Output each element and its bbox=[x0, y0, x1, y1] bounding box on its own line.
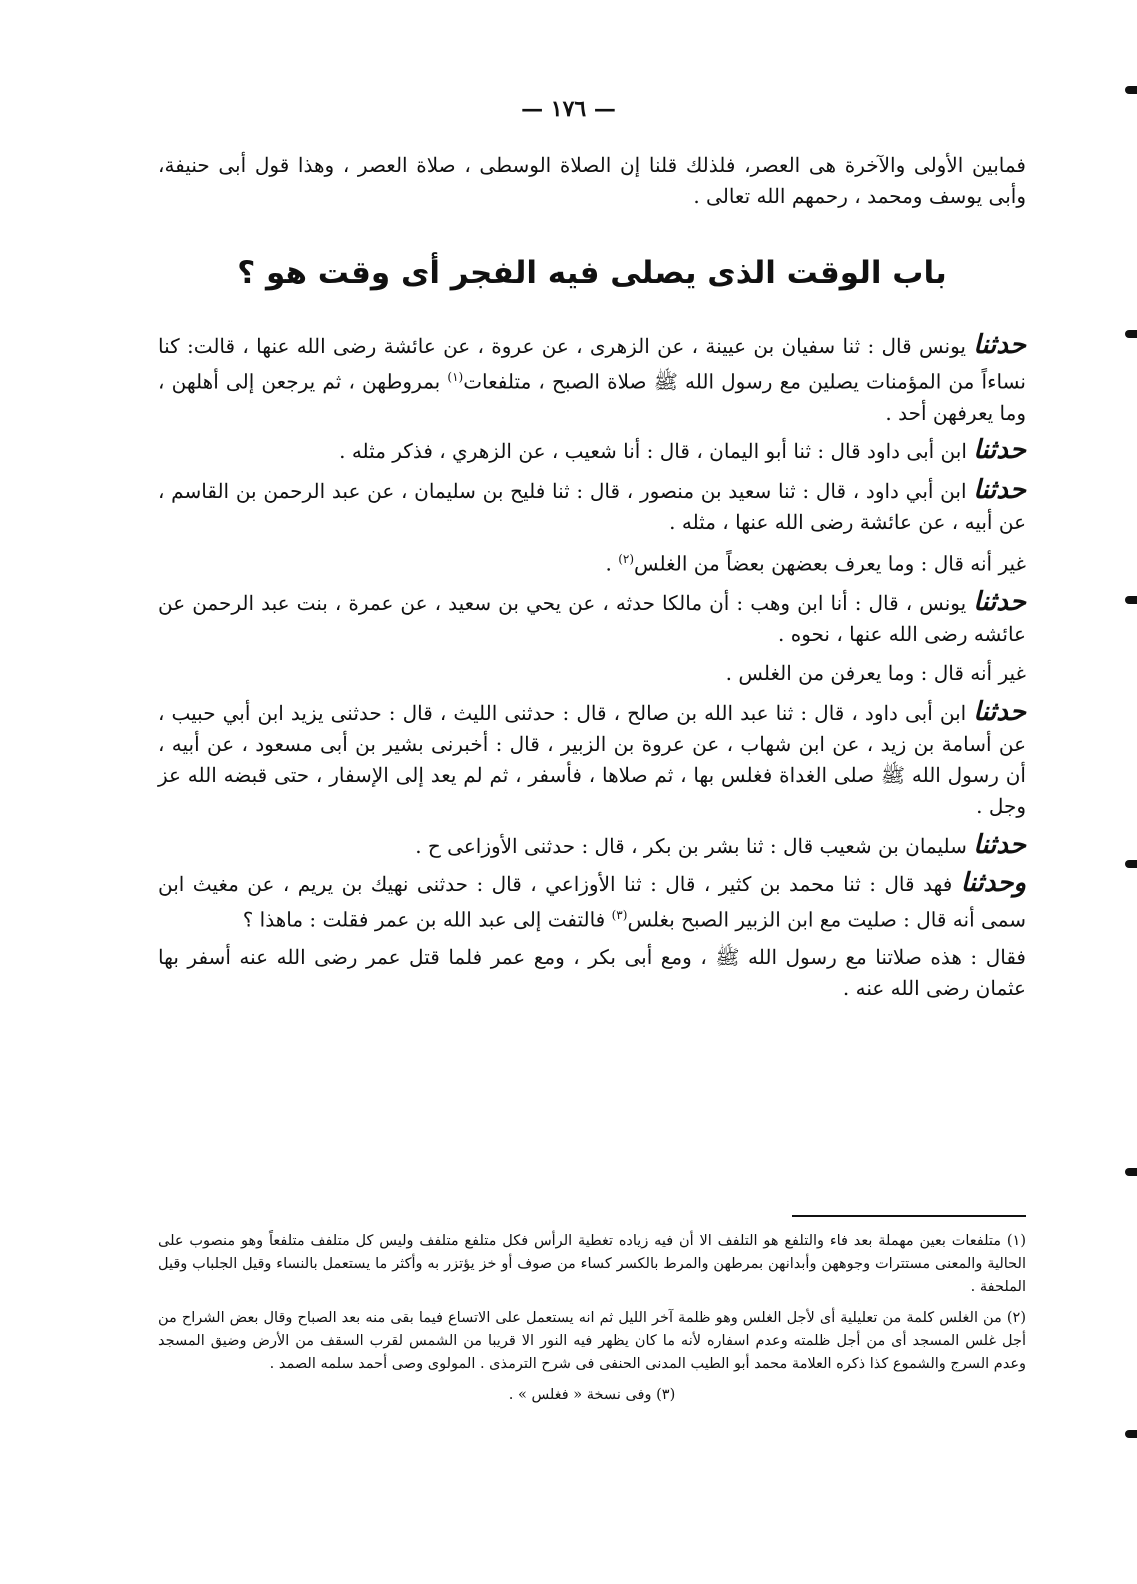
intro-paragraph: فمابين الأولى والآخرة هى العصر، فلذلك قلنا إن الصلاة الوسطى ، صلاة العصر ، وهذا قول أبى حنيفة، وأبى يوسف ومحمد ، رحمهم الله تعالى . bbox=[158, 153, 1026, 208]
scan-edge-mark bbox=[1125, 596, 1137, 604]
chapter-heading: باب الوقت الذى يصلى فيه الفجر أى وقت هو ؟ bbox=[237, 255, 947, 291]
hadith-lead: حدثنا bbox=[973, 330, 1026, 360]
footnote-separator bbox=[792, 1215, 1026, 1217]
paragraph: حدثنا ابن أبى داود قال : ثنا أبو اليمان ، قال : أنا شعيب ، عن الزهري ، فذكر مثله . bbox=[339, 434, 1026, 465]
footnote-ref[interactable]: (١) bbox=[447, 370, 464, 384]
paragraph: حدثنا ابن أبى داود ، قال : ثنا عبد الله بن صالح ، قال : حدثنى الليث ، قال : حدثنى يزيد ابن أبي حبيب ، عن أسامة بن زيد ، عن ابن شهاب ، عن عروة بن الزبير ، قال : أخبرنى بشير بن أبى مسعود ، عن أبيه ، أن رسول الله ﷺ صلى الغداة فغلس بها ، ثم صلاها ، فأسفر ، ثم لم يعد إلى الإسفار ، حتى قبضه الله عز وجل . bbox=[158, 697, 1026, 819]
hadith-lead: حدثنا bbox=[973, 830, 1026, 861]
scan-edge-mark bbox=[1125, 86, 1137, 94]
paragraph: حدثنا يونس ، قال : أنا ابن وهب : أن مالكا حدثه ، عن يحي بن سعيد ، عن عمرة ، بنت عبد الرحمن عن عائشه رضى الله عنها ، نحوه . bbox=[158, 587, 1026, 647]
footnote-2: (٢) من الغلس كلمة من تعليلية أى لأجل الغلس وهو ظلمة آخر الليل ثم انه يستعمل على الاتساع فيما بقى منه بعد الصباح وقال بعض الشراح من أجل غلس المسجد أى من أجل ظلمته وعدم اسفاره لأنه ما كان يظهر فيه النور الا قريبا من الشمس لقرب السقف من الأرض وضيق المسجد وعدم السرج والشموع كذا ذكره العلامة محمد أبو الطيب المدنى الحنفى فى شرح الترمذى . المولوى وصى أحمد سلمه الصمد . bbox=[158, 1310, 1026, 1372]
footnote-3: (٣) وفى نسخة « فغلس » . bbox=[508, 1387, 676, 1403]
hadith-lead: حدثنا bbox=[973, 587, 1026, 618]
paragraph: غير أنه قال : وما يعرف بعضهن بعضاً من الغلس$^{(٢)}$ . bbox=[605, 551, 1026, 576]
hadith-lead: حدثنا bbox=[973, 697, 1026, 728]
scan-edge-mark bbox=[1125, 860, 1137, 868]
footnote-ref[interactable]: (٣) bbox=[611, 908, 628, 923]
footnotes bbox=[158, 1230, 1026, 1415]
hadith-lead: حدثنا bbox=[973, 474, 1026, 505]
hadith-lead: حدثنا bbox=[973, 434, 1026, 465]
paragraph: فقال : هذه صلاتنا مع رسول الله ﷺ ، ومع أبى بكر ، ومع عمر فلما قتل عمر رضى الله عنه أسفر بها عثمان رضى الله عنه . bbox=[158, 944, 1026, 1000]
paragraph: غير أنه قال : وما يعرفن من الغلس . bbox=[725, 661, 1026, 686]
scan-edge-mark bbox=[1125, 330, 1137, 338]
paragraph: حدثنا سليمان بن شعيب قال : ثنا بشر بن بكر ، قال : حدثنى الأوزاعى ح . bbox=[415, 830, 1026, 861]
paragraph: وحدثنا فهد قال : ثنا محمد بن كثير ، قال : ثنا الأوزاعي ، قال : حدثنى نهيك بن يريم ، عن مغيث ابن سمى أنه قال : صليت مع ابن الزبير الصبح بغلس$^{(٣)}$ فالتفت إلى عبد الله بن عمر فقلت : ماهذا ؟ bbox=[158, 868, 1026, 932]
main-text bbox=[158, 330, 1026, 1004]
page-number: — ١٧٦ — bbox=[521, 96, 616, 122]
scan-edge-mark bbox=[1125, 1430, 1137, 1438]
hadith-lead: وحدثنا bbox=[960, 868, 1026, 899]
paragraph: حدثنا يونس قال : ثنا سفيان بن عيينة ، عن الزهرى ، عن عروة ، عن عائشة رضى الله عنها ، قالت: كنا نساءاً من المؤمنات يصلين مع رسول الله ﷺ صلاة الصبح ، متلفعات$^{(١)}$ بمروطهن ، ثم يرجعن إلى أهلهن ، وما يعرفهن أحد . bbox=[158, 330, 1026, 425]
scan-edge-mark bbox=[1125, 1168, 1137, 1176]
paragraph: حدثنا ابن أبي داود ، قال : ثنا سعيد بن منصور ، قال : ثنا فليح بن سليمان ، عن عبد الرحمن بن القاسم ، عن أبيه ، عن عائشة رضى الله عنها ، مثله . bbox=[158, 474, 1026, 534]
footnote-1: (١) متلفعات بعين مهملة بعد فاء والتلفع هو التلفف الا أن فيه زياده تغطية الرأس فكل متلفع متلفف وليس كل متلفف متلفعاً وهو منصوب على الحالية والمعنى مستترات وجوههن وأبدانهن بمرطهن والمرط بالكسر كساء من صوف أو خز يؤتزر به وأكثر ما يستعمل بالنساء وقيل الجلباب وقيل الملحفة . bbox=[158, 1233, 1026, 1295]
footnote-ref[interactable]: (٢) bbox=[618, 551, 635, 566]
